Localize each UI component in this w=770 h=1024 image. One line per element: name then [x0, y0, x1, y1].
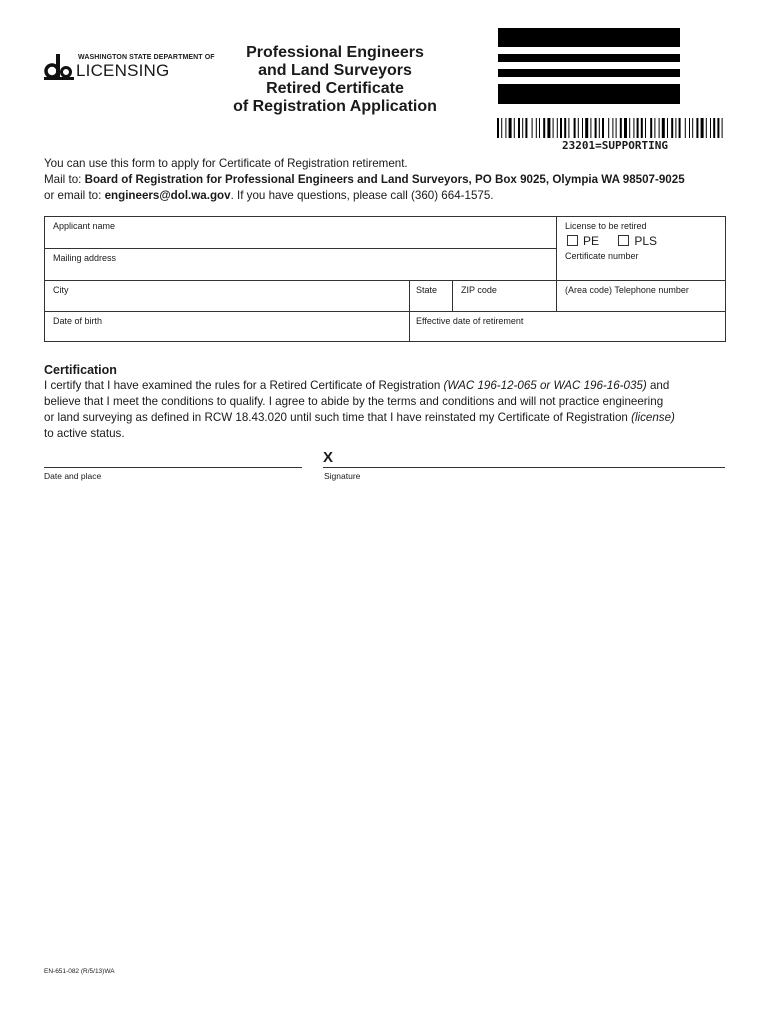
- barcode-stripe: [637, 118, 639, 138]
- state-field[interactable]: [410, 280, 453, 311]
- barcode-stripe: [692, 118, 693, 138]
- phone-text: . If you have questions, please call (360) 664-1575.: [230, 189, 494, 202]
- pls-checkbox[interactable]: [618, 235, 629, 246]
- barcode-stripe: [650, 118, 652, 138]
- city-field[interactable]: [45, 280, 410, 311]
- title-line-2: and Land Surveyors: [258, 62, 412, 79]
- barcode-stripe: [679, 118, 681, 138]
- barcode-stripe: [696, 118, 698, 138]
- cert-line-1: [44, 378, 734, 394]
- barcode-stripe: [608, 118, 609, 138]
- barcode-stripe: [710, 118, 711, 138]
- barcode-stripe: [620, 118, 622, 138]
- title-line-1: Professional Engineers: [246, 44, 424, 61]
- barcode-stripe: [505, 118, 506, 138]
- state-label: State: [416, 285, 438, 295]
- intro-line-2: [44, 172, 734, 188]
- effective-date-field[interactable]: [410, 311, 725, 341]
- city-label: City: [53, 285, 69, 295]
- cert-line-2: believe that I meet the conditions to qualify. I agree to abide by the terms and conditions and will not practice engineering: [44, 395, 664, 408]
- barcode-stripe: [564, 118, 566, 138]
- barcode-stripe: [612, 118, 613, 138]
- barcode-stripe: [616, 118, 617, 138]
- bar: [498, 54, 680, 62]
- cert-line-4: to active status.: [44, 427, 125, 440]
- barcode-stripe: [671, 118, 673, 138]
- cert-line-1-a: I certify that I have examined the rules for a Retired Certificate of Registration: [44, 379, 444, 392]
- pe-option[interactable]: [567, 234, 599, 248]
- bar: [498, 84, 680, 104]
- title-line-3: Retired Certificate: [266, 80, 404, 97]
- barcode-stripe: [509, 118, 512, 138]
- barcode-stripe: [685, 118, 686, 138]
- telephone-field[interactable]: [557, 280, 725, 311]
- barcode-stripe: [547, 118, 550, 138]
- mail-to-label: Mail to:: [44, 173, 85, 186]
- zip-field[interactable]: [453, 280, 557, 311]
- mailing-address-label: Mailing address: [53, 253, 117, 263]
- barcode-stripe: [532, 118, 533, 138]
- barcode-stripe: [536, 118, 537, 138]
- barcode-stripe: [574, 118, 576, 138]
- zip-label: ZIP code: [461, 285, 497, 295]
- certification-text: [44, 378, 734, 442]
- signature-x-mark: X: [323, 449, 334, 466]
- barcode-stripe: [701, 118, 704, 138]
- pe-label: PE: [583, 234, 600, 248]
- effective-date-label: Effective date of retirement: [416, 316, 524, 326]
- pe-checkbox[interactable]: [567, 235, 578, 246]
- wac-reference: (WAC 196-12-065 or WAC 196-16-035): [443, 379, 647, 392]
- mailing-address-text: Board of Registration for Professional Engineers and Land Surveyors, PO Box 9025, Olympia WA 98507-9025: [84, 173, 685, 186]
- barcode-stripe: [654, 118, 655, 138]
- barcode-stripe: [645, 118, 646, 138]
- signature-line[interactable]: [323, 467, 725, 468]
- dol-logo: [44, 50, 215, 82]
- barcode-stripe: [595, 118, 597, 138]
- barcode-stripe: [633, 118, 634, 138]
- barcode-stripe: [539, 118, 540, 138]
- barcode-stripe: [659, 118, 660, 138]
- form-title: [210, 44, 460, 116]
- dob-field[interactable]: [45, 311, 410, 341]
- barcode-stripe: [497, 118, 499, 138]
- applicant-name-field[interactable]: [45, 217, 557, 248]
- barcode-stripe: [706, 118, 707, 138]
- pls-option[interactable]: [618, 234, 657, 248]
- intro-line-1: You can use this form to apply for Certificate of Registration retirement.: [44, 157, 408, 170]
- intro-line-3: [44, 188, 734, 204]
- dob-label: Date of birth: [53, 316, 103, 326]
- logo-state-text: WASHINGTON STATE DEPARTMENT OF: [78, 54, 215, 61]
- cert-line-3: [44, 410, 734, 426]
- bar: [498, 69, 680, 77]
- email-label: or email to:: [44, 189, 105, 202]
- date-place-line[interactable]: [44, 467, 302, 468]
- bar: [498, 28, 680, 47]
- telephone-label: (Area code) Telephone number: [565, 285, 689, 295]
- cert-line-3-a: or land surveying as defined in RCW 18.43.020 until such time that I have reinstated my Certificate of Registration: [44, 411, 632, 424]
- license-to-retire-label: License to be retired: [565, 221, 647, 231]
- title-line-4: of Registration Application: [233, 98, 437, 115]
- mailing-address-field[interactable]: [45, 248, 557, 280]
- pls-label: PLS: [634, 234, 658, 248]
- barcode-stripe: [553, 118, 554, 138]
- intro-text: [44, 156, 734, 204]
- certificate-number-field[interactable]: [557, 248, 725, 280]
- email-address[interactable]: engineers@dol.wa.gov: [104, 189, 231, 202]
- barcode-stripe: [582, 118, 583, 138]
- barcode-stripe: [590, 118, 591, 138]
- barcode-stripe: [662, 118, 665, 138]
- barcode-stripe: [667, 118, 668, 138]
- barcode-stripe: [629, 118, 630, 138]
- barcode-stripe: [722, 118, 723, 138]
- applicant-form: [44, 216, 726, 342]
- barcode-stripe: [543, 118, 545, 138]
- barcode-stripe: [585, 118, 588, 138]
- form-number: EN-651-082 (R/5/13)WA: [44, 968, 115, 975]
- license-type-options: [567, 234, 673, 248]
- license-word: (license): [631, 411, 675, 424]
- barcode-stripe: [501, 118, 502, 138]
- barcode-stripe: [557, 118, 558, 138]
- barcode-stripe: [689, 118, 690, 138]
- cert-line-1-c: and: [646, 379, 670, 392]
- barcode-stripe: [641, 118, 643, 138]
- date-place-label: Date and place: [44, 471, 102, 481]
- signature-label: Signature: [324, 471, 361, 481]
- barcode-stripe: [518, 118, 520, 138]
- logo-licensing-text: LICENSING: [76, 61, 170, 80]
- barcode-stripe: [525, 118, 527, 138]
- certificate-number-label: Certificate number: [565, 251, 639, 261]
- applicant-name-label: Applicant name: [53, 221, 116, 231]
- barcode: [497, 118, 723, 138]
- barcode-stripe: [514, 118, 515, 138]
- barcode-stripe: [560, 118, 562, 138]
- barcode-stripe: [568, 118, 569, 138]
- barcode-stripe: [599, 118, 600, 138]
- barcode-stripe: [624, 118, 627, 138]
- barcode-stripe: [578, 118, 579, 138]
- barcode-stripe: [713, 118, 715, 138]
- certification-heading: Certification: [44, 363, 117, 377]
- barcode-stripe: [602, 118, 604, 138]
- barcode-stripe: [717, 118, 719, 138]
- barcode-stripe: [675, 118, 676, 138]
- barcode-stripe: [522, 118, 523, 138]
- dol-logo-mark-icon: [44, 52, 74, 80]
- barcode-text: 23201=SUPPORTING: [562, 139, 668, 152]
- processing-bars: [498, 28, 680, 111]
